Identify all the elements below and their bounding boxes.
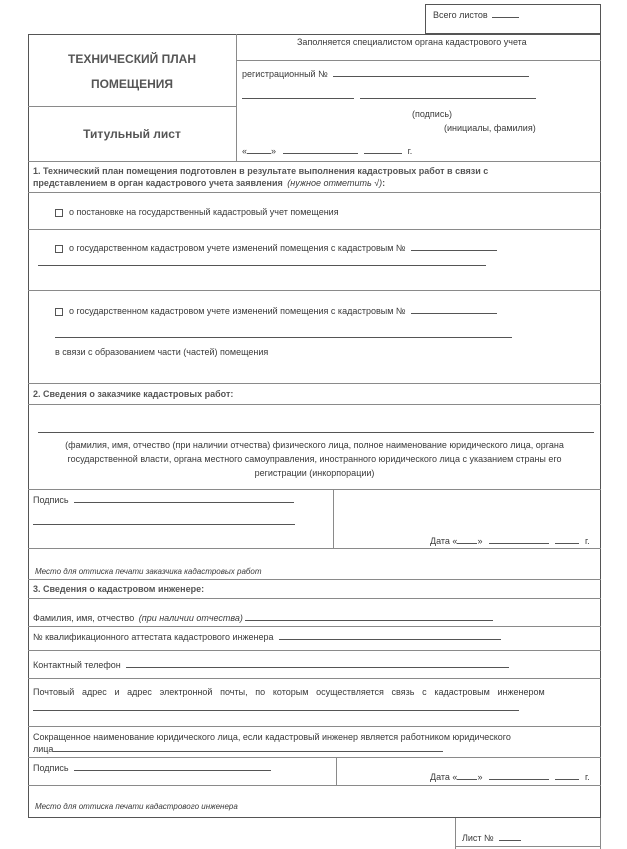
customer-signature-row: [33, 494, 294, 505]
customer-date-row: Дата « » г.: [430, 536, 590, 546]
option-changes-extra-field[interactable]: [38, 257, 486, 266]
option-part: [55, 305, 497, 316]
option-changes-number-field[interactable]: [411, 242, 497, 251]
engineer-org-field[interactable]: [53, 743, 443, 752]
engineer-day-field[interactable]: [457, 771, 477, 780]
initials-caption: (инициалы, фамилия): [444, 123, 536, 133]
doc-title-line1: ТЕХНИЧЕСКИЙ ПЛАН: [67, 52, 196, 66]
header-month-field[interactable]: [283, 145, 358, 154]
doc-subtitle: Титульный лист: [83, 127, 181, 141]
initials-field[interactable]: [360, 90, 536, 99]
option-part-number-field[interactable]: [411, 305, 497, 314]
option-changes-checkbox[interactable]: [55, 245, 63, 253]
section1-title-line1: 1. Технический план помещения подготовлен в результате выполнения кадастровых работ в связи с: [33, 166, 489, 176]
engineer-phone-field[interactable]: [126, 659, 509, 668]
customer-day-field[interactable]: [457, 535, 477, 544]
customer-stamp-note: Место для оттиска печати заказчика кадастровых работ: [35, 567, 262, 576]
sheet-number-label: Лист №: [462, 833, 494, 843]
section1-line2: [28, 229, 601, 230]
customer-note-line2: государственной власти, органа местного самоуправления, иностранного юридического лица с указанием страны его: [67, 454, 562, 464]
section2-divider: [333, 489, 334, 548]
section3-line2: [28, 626, 601, 627]
option-part-suffix: в связи с образованием части (частей) помещения: [55, 347, 269, 357]
doc-title-line2: ПОМЕЩЕНИЯ: [90, 77, 174, 91]
engineer-name-field[interactable]: [245, 612, 493, 621]
sheet-number-field[interactable]: [499, 832, 521, 841]
engineer-phone-label: Контактный телефон: [33, 660, 121, 670]
customer-name-field[interactable]: [38, 424, 594, 433]
option-part-extra-field[interactable]: [55, 329, 512, 338]
engineer-stamp-note: Место для оттиска печати кадастрового инженера: [35, 802, 238, 811]
section3-title-line: [28, 598, 601, 599]
option-register: [55, 207, 339, 217]
customer-note-line1: (фамилия, имя, отчество (при наличии отчества) физического лица, полное наименование юридического лица, органа: [65, 440, 564, 450]
engineer-signature-field[interactable]: [74, 762, 271, 771]
signature-caption: (подпись): [412, 109, 453, 119]
total-sheets-label: Всего листов: [433, 9, 519, 20]
engineer-address-label: Почтовый адрес и адрес электронной почты, по которым осуществляется связь с кадастровым инженером: [33, 687, 545, 697]
engineer-certificate-field[interactable]: [279, 631, 501, 640]
engineer-phone-row: [33, 659, 509, 670]
option-changes-label: о государственном кадастровом учете изменений помещения с кадастровым №: [69, 243, 406, 253]
section1-title-line2: представлением в орган кадастрового учета заявления (нужное отметить √):: [33, 178, 386, 188]
header-date-row: « » г.: [242, 146, 413, 156]
engineer-signature-label: Подпись: [33, 763, 69, 773]
section3-divider: [336, 757, 337, 785]
header-year-field[interactable]: [364, 145, 402, 154]
option-part-label: о государственном кадастровом учете изменений помещения с кадастровым №: [69, 306, 406, 316]
section1-line3: [28, 290, 601, 291]
engineer-name-label: Фамилия, имя, отчество: [33, 613, 135, 623]
engineer-year-field[interactable]: [555, 771, 579, 780]
section3-line7: [28, 785, 601, 786]
section1-title-line: [28, 192, 601, 193]
engineer-signature-row: [33, 762, 271, 773]
reg-number-row: [242, 68, 529, 79]
section3-line5: [28, 726, 601, 727]
header-right-divider: [236, 60, 601, 61]
section2-line2: [28, 489, 601, 490]
engineer-certificate-label: № квалификационного аттестата кадастрового инженера: [33, 632, 274, 642]
section2-title: 2. Сведения о заказчике кадастровых работ:: [33, 389, 234, 399]
header-left-divider: [28, 106, 236, 107]
engineer-org-label-line1: Сокращенное наименование юридического лица, если кадастровый инженер является работником юридического: [33, 732, 511, 742]
option-changes: [55, 242, 497, 253]
reg-number-label: регистрационный №: [242, 69, 328, 79]
engineer-date-row: Дата « » г.: [430, 772, 590, 782]
customer-note-line3: регистрации (инкорпорации): [254, 468, 375, 478]
footer-divider: [455, 818, 456, 849]
header-bottom-line: [28, 161, 601, 162]
section2-title-line: [28, 404, 601, 405]
section1-bottom-line: [28, 383, 601, 384]
footer-bottom-line: [455, 846, 601, 847]
engineer-name-note: (при наличии отчества): [138, 613, 243, 623]
engineer-month-field[interactable]: [489, 771, 549, 780]
section2-bottom-line: [28, 579, 601, 580]
section3-line4: [28, 678, 601, 679]
engineer-name-row: [33, 612, 493, 623]
option-register-checkbox[interactable]: [55, 209, 63, 217]
customer-signature-field[interactable]: [74, 494, 294, 503]
total-sheets-field[interactable]: [492, 9, 519, 18]
section1-title-note: (нужное отметить √): [287, 178, 383, 188]
section3-line6: [28, 757, 601, 758]
footer-right-border: [600, 818, 601, 849]
option-register-label: о постановке на государственный кадастровый учет помещения: [69, 207, 339, 217]
sheet-number-row: [462, 832, 521, 843]
section2-line3: [28, 548, 601, 549]
customer-signature-extra-field[interactable]: [33, 516, 295, 525]
filled-by-note: Заполняется специалистом органа кадастрового учета: [297, 37, 527, 47]
customer-year-field[interactable]: [555, 535, 579, 544]
customer-signature-label: Подпись: [33, 495, 69, 505]
signature-field[interactable]: [242, 90, 354, 99]
engineer-address-field[interactable]: [33, 702, 519, 711]
engineer-org-row: [33, 743, 443, 754]
section3-line3: [28, 650, 601, 651]
reg-number-field[interactable]: [333, 68, 529, 77]
header-divider: [236, 34, 237, 161]
header-day-field[interactable]: [247, 145, 271, 154]
option-part-checkbox[interactable]: [55, 308, 63, 316]
section3-title: 3. Сведения о кадастровом инженере:: [33, 584, 205, 594]
engineer-certificate-row: [33, 631, 501, 642]
engineer-org-label-line2: лица: [33, 744, 54, 754]
customer-month-field[interactable]: [489, 535, 549, 544]
